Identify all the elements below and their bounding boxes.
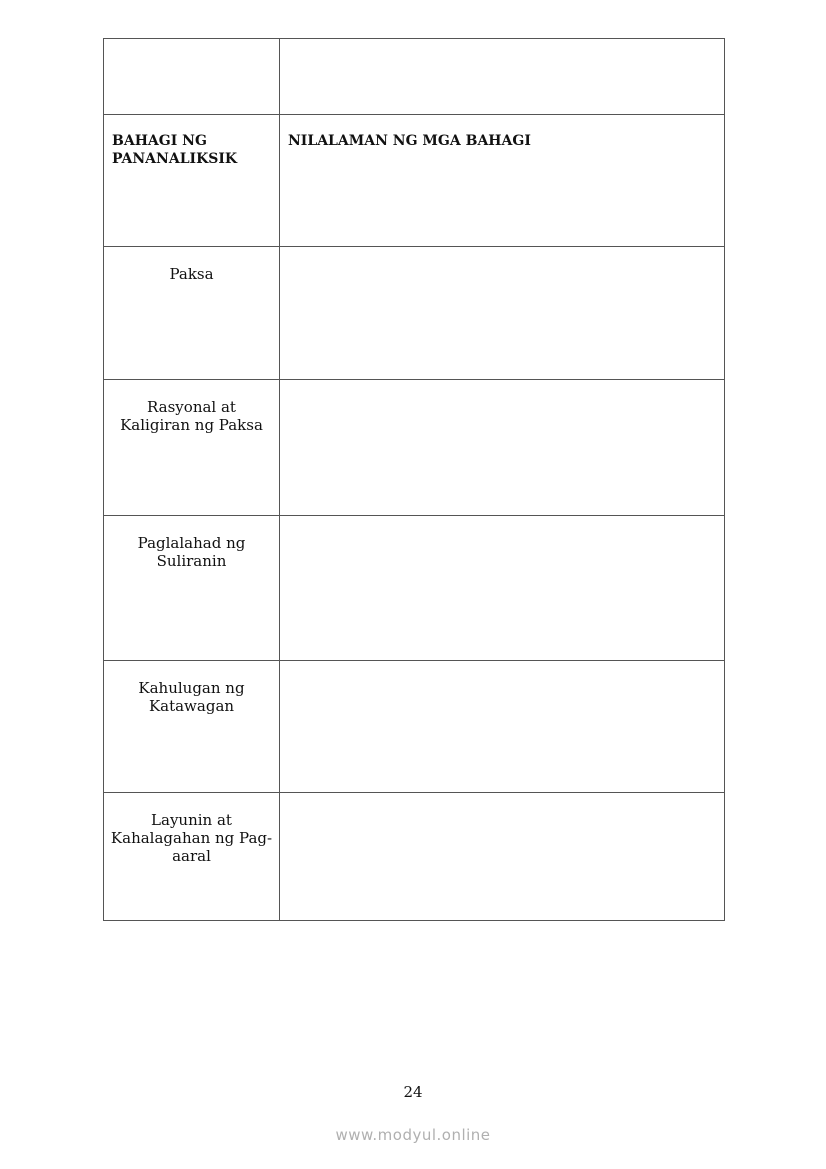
part-name-cell: Rasyonal at Kaligiran ng Paksa	[104, 380, 280, 516]
part-name-cell: Kahulugan ng Katawagan	[104, 661, 280, 793]
table-header-row	[104, 115, 725, 247]
page-number: 24	[403, 1083, 423, 1101]
empty-cell	[280, 39, 725, 115]
table-row	[104, 380, 725, 516]
header-content-label: NILALAMAN NG MGA BAHAGI	[280, 115, 725, 247]
table-row	[104, 661, 725, 793]
research-parts-table	[103, 38, 725, 921]
table-row	[104, 247, 725, 380]
header-part-label: BAHAGI NG PANANALIKSIK	[104, 115, 280, 247]
content-answer-cell[interactable]	[280, 380, 725, 516]
table-row	[104, 516, 725, 661]
part-name-cell: Layunin at Kahalagahan ng Pag-aaral	[104, 793, 280, 921]
content-answer-cell[interactable]	[280, 516, 725, 661]
table-row	[104, 793, 725, 921]
empty-cell	[104, 39, 280, 115]
content-answer-cell[interactable]	[280, 247, 725, 380]
content-answer-cell[interactable]	[280, 661, 725, 793]
part-name-cell: Paksa	[104, 247, 280, 380]
watermark-text: www.modyul.online	[335, 1126, 491, 1144]
part-name-cell: Paglalahad ng Suliranin	[104, 516, 280, 661]
table-row-empty-top	[104, 39, 725, 115]
content-answer-cell[interactable]	[280, 793, 725, 921]
